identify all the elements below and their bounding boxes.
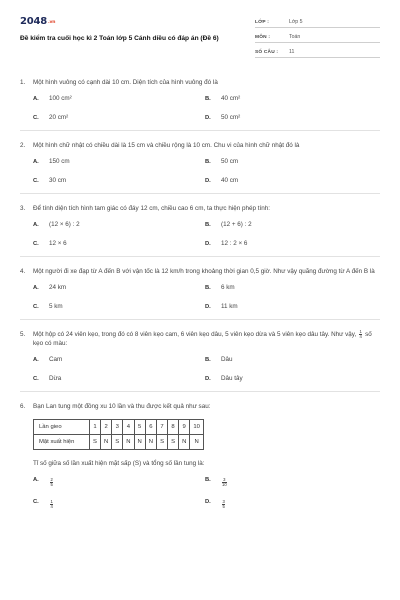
table-cell: N	[145, 435, 156, 450]
brand-tld: .vn	[48, 20, 56, 25]
answer-text: Dâu	[221, 356, 233, 364]
page-title: Đề kiểm tra cuối học kì 2 Toán lớp 5 Cánh diều có đáp án (Đề 6)	[20, 35, 219, 42]
page-header	[20, 14, 380, 58]
answer-options	[33, 221, 380, 248]
answer-option-a[interactable]	[33, 476, 205, 487]
answer-text: 50 cm²	[221, 114, 241, 121]
table-cell: S	[90, 435, 101, 450]
table-row	[34, 420, 204, 435]
question-number: 6.	[20, 403, 26, 411]
fraction-numerator: 3	[223, 477, 226, 483]
answer-option-d[interactable]	[205, 177, 377, 185]
answer-letter: A.	[33, 222, 39, 228]
question-number: 2.	[20, 142, 26, 149]
table-cell: 7	[157, 420, 168, 435]
exam-meta	[255, 16, 380, 58]
fraction-numerator: 1	[50, 499, 53, 505]
table-row-label: Mặt xuất hiện	[34, 435, 90, 450]
answer-text: Cam	[49, 356, 63, 364]
question-5	[20, 330, 380, 392]
answer-letter: A.	[33, 96, 39, 102]
answer-text: 24 km	[49, 284, 67, 291]
answer-text: 40 cm	[221, 177, 239, 184]
answer-letter: D.	[205, 178, 211, 184]
fraction	[359, 330, 362, 339]
answer-options	[33, 284, 380, 311]
fraction	[50, 478, 53, 487]
question-text: Một hình chữ nhật có chiều dài là 15 cm và chiều rộng là 10 cm. Chu vi của hình chữ nhật đó là	[33, 142, 300, 149]
answer-text: 5 km	[49, 303, 63, 310]
question-list	[20, 78, 380, 527]
answer-option-b[interactable]	[205, 356, 377, 364]
answer-option-d[interactable]	[205, 240, 377, 248]
table-cell: N	[190, 435, 204, 450]
question-4	[20, 267, 380, 320]
answer-option-b[interactable]	[205, 284, 377, 292]
fraction-numerator: 1	[359, 329, 362, 334]
answer-letter: B.	[205, 96, 211, 102]
meta-row-subject	[255, 31, 380, 43]
question-number: 4.	[20, 268, 26, 275]
question-2	[20, 141, 380, 194]
meta-label: SỐ CÂU :	[255, 50, 279, 55]
answer-option-a[interactable]	[33, 95, 205, 103]
answer-letter: D.	[205, 241, 211, 247]
answer-letter: D.	[205, 376, 211, 383]
answer-option-b[interactable]	[205, 476, 377, 487]
table-row	[34, 435, 204, 450]
answer-letter: B.	[205, 159, 211, 165]
meta-label: LỚP :	[255, 20, 270, 25]
answer-letter: A.	[33, 357, 39, 364]
answer-text: 12 × 6	[49, 240, 67, 247]
answer-text: 11 km	[221, 303, 238, 310]
question-text: Bạn Lan tung một đồng xu 10 lần và thu được kết quả như sau:	[33, 403, 211, 411]
fraction	[222, 478, 227, 487]
answer-text: (12 × 6) : 2	[49, 221, 80, 228]
table-cell: 10	[190, 420, 204, 435]
fraction	[50, 500, 53, 509]
question-number: 1.	[20, 79, 26, 86]
answer-letter: A.	[33, 477, 39, 484]
question-3	[20, 204, 380, 257]
fraction-denominator: 5	[50, 482, 53, 488]
question-text-after: số kẹo có màu:	[33, 331, 372, 348]
question-text	[33, 330, 380, 348]
answer-options	[33, 356, 380, 383]
answer-option-c[interactable]	[33, 114, 205, 122]
question-1	[20, 78, 380, 131]
answer-letter: D.	[205, 304, 211, 310]
answer-text: 30 cm	[49, 177, 67, 184]
answer-letter: C.	[33, 241, 39, 247]
table-cell: N	[134, 435, 145, 450]
answer-letter: B.	[205, 477, 211, 484]
answer-letter: C.	[33, 304, 39, 310]
answer-option-b[interactable]	[205, 95, 377, 103]
answer-option-d[interactable]	[205, 114, 377, 122]
meta-value: Toán	[289, 34, 301, 40]
coin-toss-table	[33, 419, 204, 450]
table-cell: 2	[101, 420, 112, 435]
answer-letter: D.	[205, 115, 211, 121]
answer-letter: C.	[33, 499, 39, 506]
question-number: 5.	[20, 331, 26, 338]
table-cell: 5	[134, 420, 145, 435]
answer-letter: B.	[205, 222, 211, 228]
answer-text: 50 cm	[221, 158, 239, 165]
answer-text: Dừa	[49, 375, 62, 383]
fraction-denominator: 4	[359, 334, 362, 339]
meta-row-count	[255, 46, 380, 58]
table-cell: N	[101, 435, 112, 450]
table-cell: 1	[90, 420, 101, 435]
question-subtext: Tỉ số giữa số lần xuất hiện mặt sấp (S) và tổng số lần tung là:	[33, 460, 205, 468]
answer-letter: C.	[33, 178, 39, 184]
meta-value: Lớp 5	[289, 19, 303, 25]
answer-options	[33, 158, 380, 185]
answer-letter: A.	[33, 285, 39, 291]
table-cell: 4	[123, 420, 134, 435]
answer-letter: D.	[205, 499, 211, 506]
fraction-numerator: 3	[222, 499, 225, 505]
meta-row-class	[255, 16, 380, 28]
answer-letter: C.	[33, 115, 39, 121]
table-cell: S	[157, 435, 168, 450]
answer-option-c[interactable]	[33, 498, 205, 509]
answer-option-a[interactable]	[33, 356, 205, 364]
answer-text: 150 cm	[49, 158, 70, 165]
fraction-denominator: 5	[222, 504, 225, 510]
question-text-before: Một hộp có 24 viên kẹo, trong đó có 8 viên kẹo cam, 6 viên kẹo dâu, 5 viên kẹo dừa và 5 viên kẹo dâu tây. Như vậy,	[33, 331, 357, 339]
answer-letter: B.	[205, 357, 211, 364]
answer-options	[33, 95, 380, 122]
question-number: 3.	[20, 205, 26, 212]
answer-letter: C.	[33, 376, 39, 383]
answer-text: 20 cm²	[49, 114, 69, 121]
answer-option-c[interactable]	[33, 303, 205, 311]
answer-option-d[interactable]	[205, 303, 377, 311]
answer-text: Dâu tây	[221, 375, 243, 383]
answer-text: 40 cm²	[221, 95, 241, 102]
answer-text: 100 cm²	[49, 95, 72, 102]
table-cell: N	[179, 435, 190, 450]
answer-option-d[interactable]	[205, 375, 377, 383]
table-cell: N	[123, 435, 134, 450]
meta-value: 11	[289, 49, 295, 55]
table-row-label: Lần gieo	[34, 420, 90, 435]
fraction	[222, 500, 225, 509]
answer-option-b[interactable]	[205, 221, 377, 229]
answer-letter: B.	[205, 285, 211, 291]
table-cell: S	[168, 435, 179, 450]
question-text: Một người đi xe đạp từ A đến B với vận tốc là 12 km/h trong khoảng thời gian 0,5 giờ. Như vậy quãng đường từ A đến B là	[33, 268, 375, 275]
answer-text: 12 : 2 × 6	[221, 240, 248, 247]
answer-option-c[interactable]	[33, 240, 205, 248]
answer-options	[33, 476, 380, 509]
answer-text: 6 km	[221, 284, 235, 291]
brand-name: 2048	[20, 16, 48, 27]
meta-label: MÔN :	[255, 35, 271, 40]
table-cell: 3	[112, 420, 123, 435]
table-cell: 8	[168, 420, 179, 435]
answer-option-a[interactable]	[33, 158, 205, 166]
answer-option-b[interactable]	[205, 158, 377, 166]
fraction-denominator: 4	[50, 504, 53, 510]
question-6	[20, 402, 380, 517]
question-text: Để tính diện tích hình tam giác có đáy 12 cm, chiều cao 6 cm, ta thực hiện phép tính:	[33, 205, 270, 212]
fraction-denominator: 10	[222, 482, 227, 488]
question-text: Một hình vuông có cạnh dài 10 cm. Diện tích của hình vuông đó là	[33, 79, 218, 86]
answer-option-c[interactable]	[33, 375, 205, 383]
table-cell: 6	[145, 420, 156, 435]
table-cell: 9	[179, 420, 190, 435]
brand-logo[interactable]	[20, 16, 55, 27]
answer-letter: A.	[33, 159, 39, 165]
answer-option-a[interactable]	[33, 221, 205, 229]
answer-option-a[interactable]	[33, 284, 205, 292]
fraction-numerator: 2	[50, 477, 53, 483]
answer-option-c[interactable]	[33, 177, 205, 185]
answer-option-d[interactable]	[205, 498, 377, 509]
answer-text: (12 + 6) : 2	[221, 221, 252, 228]
table-cell: S	[112, 435, 123, 450]
